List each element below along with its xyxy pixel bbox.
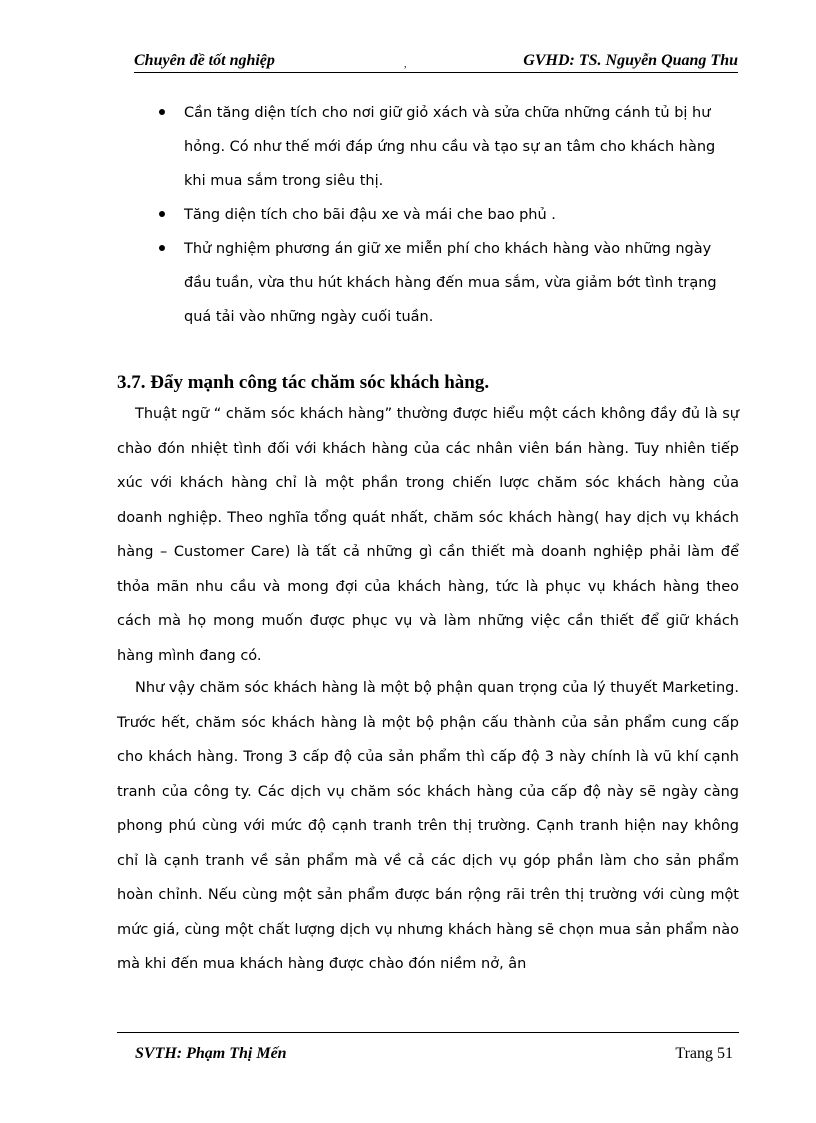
list-item-text: Tăng diện tích cho bãi đậu xe và mái che bao phủ .	[184, 207, 556, 223]
section-heading: 3.7. Đẩy mạnh công tác chăm sóc khách hàng.	[117, 372, 490, 393]
bullet-icon	[159, 245, 165, 251]
page-footer	[117, 1032, 739, 1069]
page-number: Trang 51	[675, 1045, 733, 1062]
bullet-icon	[159, 109, 165, 115]
header-document-type: Chuyên đề tốt nghiệp	[134, 52, 275, 69]
list-item	[155, 232, 740, 334]
header-supervisor: GVHD: TS. Nguyễn Quang Thu	[523, 52, 738, 69]
list-item-text: Cần tăng diện tích cho nơi giữ giỏ xách và sửa chữa những cánh tủ bị hư hỏng. Có như thế mới đáp ứng nhu cầu và tạo sự an tâm cho khách hàng khi mua sắm trong siêu thị.	[184, 105, 716, 189]
footer-author: SVTH: Phạm Thị Mến	[135, 1045, 287, 1062]
recommendation-list	[155, 96, 740, 334]
bullet-icon	[159, 211, 165, 217]
page-header	[134, 50, 738, 73]
header-mark: ,	[404, 59, 407, 70]
body-paragraph: Thuật ngữ “ chăm sóc khách hàng” thường được hiểu một cách không đầy đủ là sự chào đón nhiệt tình đối với khách hàng của các nhân viên bán hàng. Tuy nhiên tiếp xúc với khách hàng chỉ là một phần trong chiến lược chăm sóc khách hàng của doanh nghiệp. Theo nghĩa tổng quát nhất, chăm sóc khách hàng( hay dịch vụ khách hàng – Customer Care) là tất cả những gì cần thiết mà doanh nghiệp phải làm để thỏa mãn nhu cầu và mong đợi của khách hàng, tức là phục vụ khách hàng theo cách mà họ mong muốn được phục vụ và làm những việc cần thiết để giữ khách hàng mình đang có.	[117, 406, 739, 664]
list-item-text: Thử nghiệm phương án giữ xe miễn phí cho khách hàng vào những ngày đầu tuần, vừa thu hút khách hàng đến mua sắm, vừa giảm bớt tình trạng quá tải vào những ngày cuối tuần.	[184, 241, 717, 325]
list-item	[155, 96, 740, 198]
body-paragraph: Như vậy chăm sóc khách hàng là một bộ phận quan trọng của lý thuyết Marketing. Trước hết, chăm sóc khách hàng là một bộ phận cấu thành của sản phẩm cung cấp cho khách hàng. Trong 3 cấp độ của sản phẩm thì cấp độ 3 này chính là vũ khí cạnh tranh của công ty. Các dịch vụ chăm sóc khách hàng của cấp độ này sẽ ngày càng phong phú cùng với mức độ cạnh tranh trên thị trường. Cạnh tranh hiện nay không chỉ là cạnh tranh về sản phẩm mà về cả các dịch vụ góp phần làm cho sản phẩm hoàn chỉnh. Nếu cùng một sản phẩm được bán rộng rãi trên thị trường với cùng một mức giá, cùng một chất lượng dịch vụ nhưng khách hàng sẽ chọn mua sản phẩm nào mà khi đến mua khách hàng được chào đón niềm nở, ân	[117, 680, 739, 972]
list-item	[155, 198, 740, 232]
